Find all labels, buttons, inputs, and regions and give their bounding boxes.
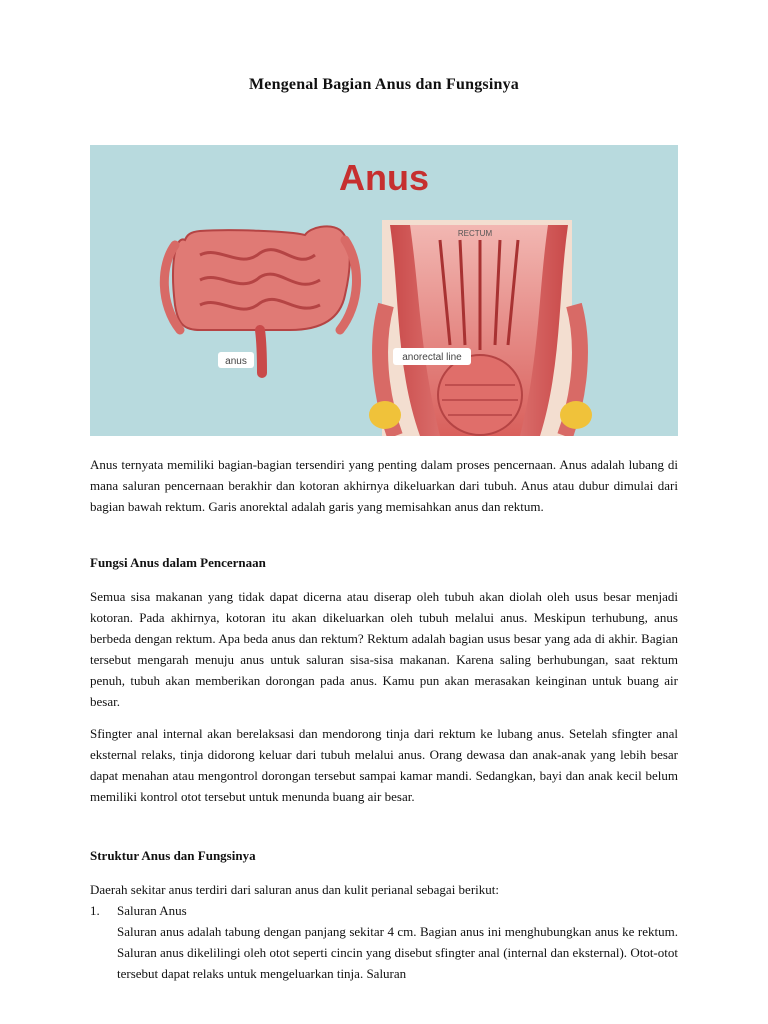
list-item-title: Saluran Anus: [117, 903, 187, 918]
paragraph-intro: Anus ternyata memiliki bagian-bagian tersendiri yang penting dalam proses pencernaan. Anus adalah lubang di mana saluran pencernaan berakhir dan kotoran akhirnya dikeluarkan dari tubuh. Anus atau dubur dimulai dari bagian bawah rektum. Garis anorektal adalah garis yang memisahkan anus dan rektum.: [90, 457, 678, 514]
section-heading-fungsi: Fungsi Anus dalam Pencernaan: [90, 555, 266, 570]
label-rectum: RECTUM: [457, 229, 493, 238]
list-item-body: Saluran anus adalah tabung dengan panjang sekitar 4 cm. Bagian anus ini menghubungkan anus ke rektum. Saluran anus dikelilingi oleh otot seperti cincin yang disebut sfingter anal (internal dan eksternal). Otot-otot tersebut dapat relaks untuk mengeluarkan tinja. Saluran: [117, 924, 678, 981]
label-anus: anus: [225, 356, 247, 367]
paragraph-struktur: Daerah sekitar anus terdiri dari saluran anus dan kulit perianal sebagai berikut:: [90, 882, 499, 897]
anus-illustration: [90, 145, 678, 436]
rectum-drawing: [369, 220, 592, 436]
paragraph-fungsi: Semua sisa makanan yang tidak dapat dicerna atau diserap oleh tubuh akan diolah oleh usus besar menjadi kotoran. Pada akhirnya, kotoran itu akan dikeluarkan oleh tubuh melalui anus. Meskipun terhubung, anus berbeda dengan rektum. Apa beda anus dan rektum? Rektum adalah bagian usus besar yang ada di akhir. Bagian tersebut mengarah menuju anus untuk saluran sisa-sisa makanan. Karena saling berhubungan, saat rektum penuh, tubuh akan memberikan dorongan pada anus. Kamu pun akan merasakan keinginan untuk buang air besar.: [90, 589, 678, 709]
paragraph-sfingter: Sfingter anal internal akan berelaksasi dan mendorong tinja dari rektum ke lubang anus. Setelah sfingter anal eksternal relaks, tinja didorong keluar dari tubuh melalui anus. Orang dewasa dan anak-anak yang lebih besar dapat menahan atau mengontrol dorongan tersebut sampai kamar mandi. Sedangkan, bayi dan anak kecil belum memiliki kontrol otot tersebut untuk menunda buang air besar.: [90, 726, 678, 804]
section-heading-struktur: Struktur Anus dan Fungsinya: [90, 848, 256, 863]
list-item-number: 1.: [90, 903, 100, 918]
document-title: Mengenal Bagian Anus dan Fungsinya: [249, 76, 519, 93]
anatomy-image: [90, 145, 678, 436]
label-anorectal-line: anorectal line: [402, 352, 462, 363]
figure-heading: Anus: [339, 157, 429, 198]
